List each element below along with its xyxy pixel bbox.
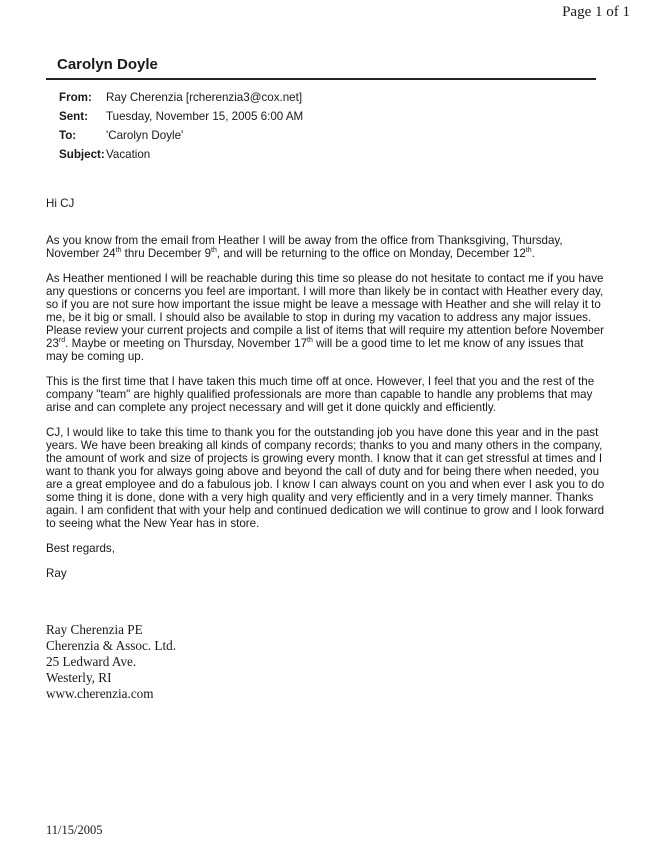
header-label: Subject: (59, 148, 105, 161)
paragraph-team: This is the first time that I have taken this much time off at once. However, I feel that you and the rest of the company "team" are highly qualified professionals are more than capable to handle any problems that may arise and can complete any project necessary and will get it done quickly and efficiently. (46, 375, 595, 414)
header-label: From: (59, 91, 92, 104)
header-value: Tuesday, November 15, 2005 6:00 AM (106, 110, 304, 123)
recipient-name: Carolyn Doyle (57, 56, 158, 73)
closing: Best regards, (46, 542, 115, 555)
header-value: Ray Cherenzia [rcherenzia3@cox.net] (106, 91, 303, 104)
header-subject (59, 145, 303, 164)
page-number: Page 1 of 1 (562, 4, 630, 20)
signature-street: 25 Ledward Ave. (46, 654, 137, 669)
paragraph-availability: As Heather mentioned I will be reachable during this time so please do not hesitate to contact me if you have any questions or concerns you feel are important. I will more than likely be in contact with Heather every day, so if you are not sure how important the issue might be leave a message with Heather and she will relay it to me, be it big or small. I should also be available to stop in during my vacation to address any major issues. Please review your current projects and compile a list of items that will require my attention before November 23rd. Maybe or meeting on Thursday, November 17th will be a good time to let me know of any issues that may be coming up. (46, 272, 605, 363)
email-headers (59, 88, 303, 164)
signature-company: Cherenzia & Assoc. Ltd. (46, 638, 177, 653)
paragraph-thanks: CJ, I would like to take this time to thank you for the outstanding job you have done this year and in the past years. We have been breaking all kinds of company records; thanks to you and many others in the company, the amount of work and size of projects is growing every month. I know that it can get stressful at times and I want to thank you for always going above and beyond the call of duty and for being there when needed, you are a great employee and do a fabulous job. I know I can always count on you and when ever I ask you to do some thing it is done, done with a very high quality and very efficiently and in a very timely manner. Thanks again. I am confident that with your help and continued dedication we will continue to grow and I look forward to seeing what the New Year has in store. (46, 426, 605, 530)
header-divider (46, 78, 596, 80)
signature-name: Ray Cherenzia PE (46, 622, 143, 637)
header-label: Sent: (59, 110, 88, 123)
header-from (59, 88, 303, 107)
email-body (46, 197, 606, 592)
paragraph-schedule: As you know from the email from Heather I will be away from the office from Thanksgiving, Thursday, November 24th thru December 9th, and will be returning to the office on Monday, December 12th. (46, 234, 563, 260)
footer-date: 11/15/2005 (46, 823, 103, 837)
header-label: To: (59, 129, 77, 142)
greeting: Hi CJ (46, 197, 75, 210)
signature-block (46, 622, 176, 702)
header-sent (59, 107, 303, 126)
header-value: Vacation (106, 148, 151, 161)
sender-first-name: Ray (46, 567, 67, 580)
header-value: 'Carolyn Doyle' (106, 129, 184, 142)
header-to (59, 126, 303, 145)
signature-website: www.cherenzia.com (46, 686, 154, 701)
signature-city: Westerly, RI (46, 670, 112, 685)
